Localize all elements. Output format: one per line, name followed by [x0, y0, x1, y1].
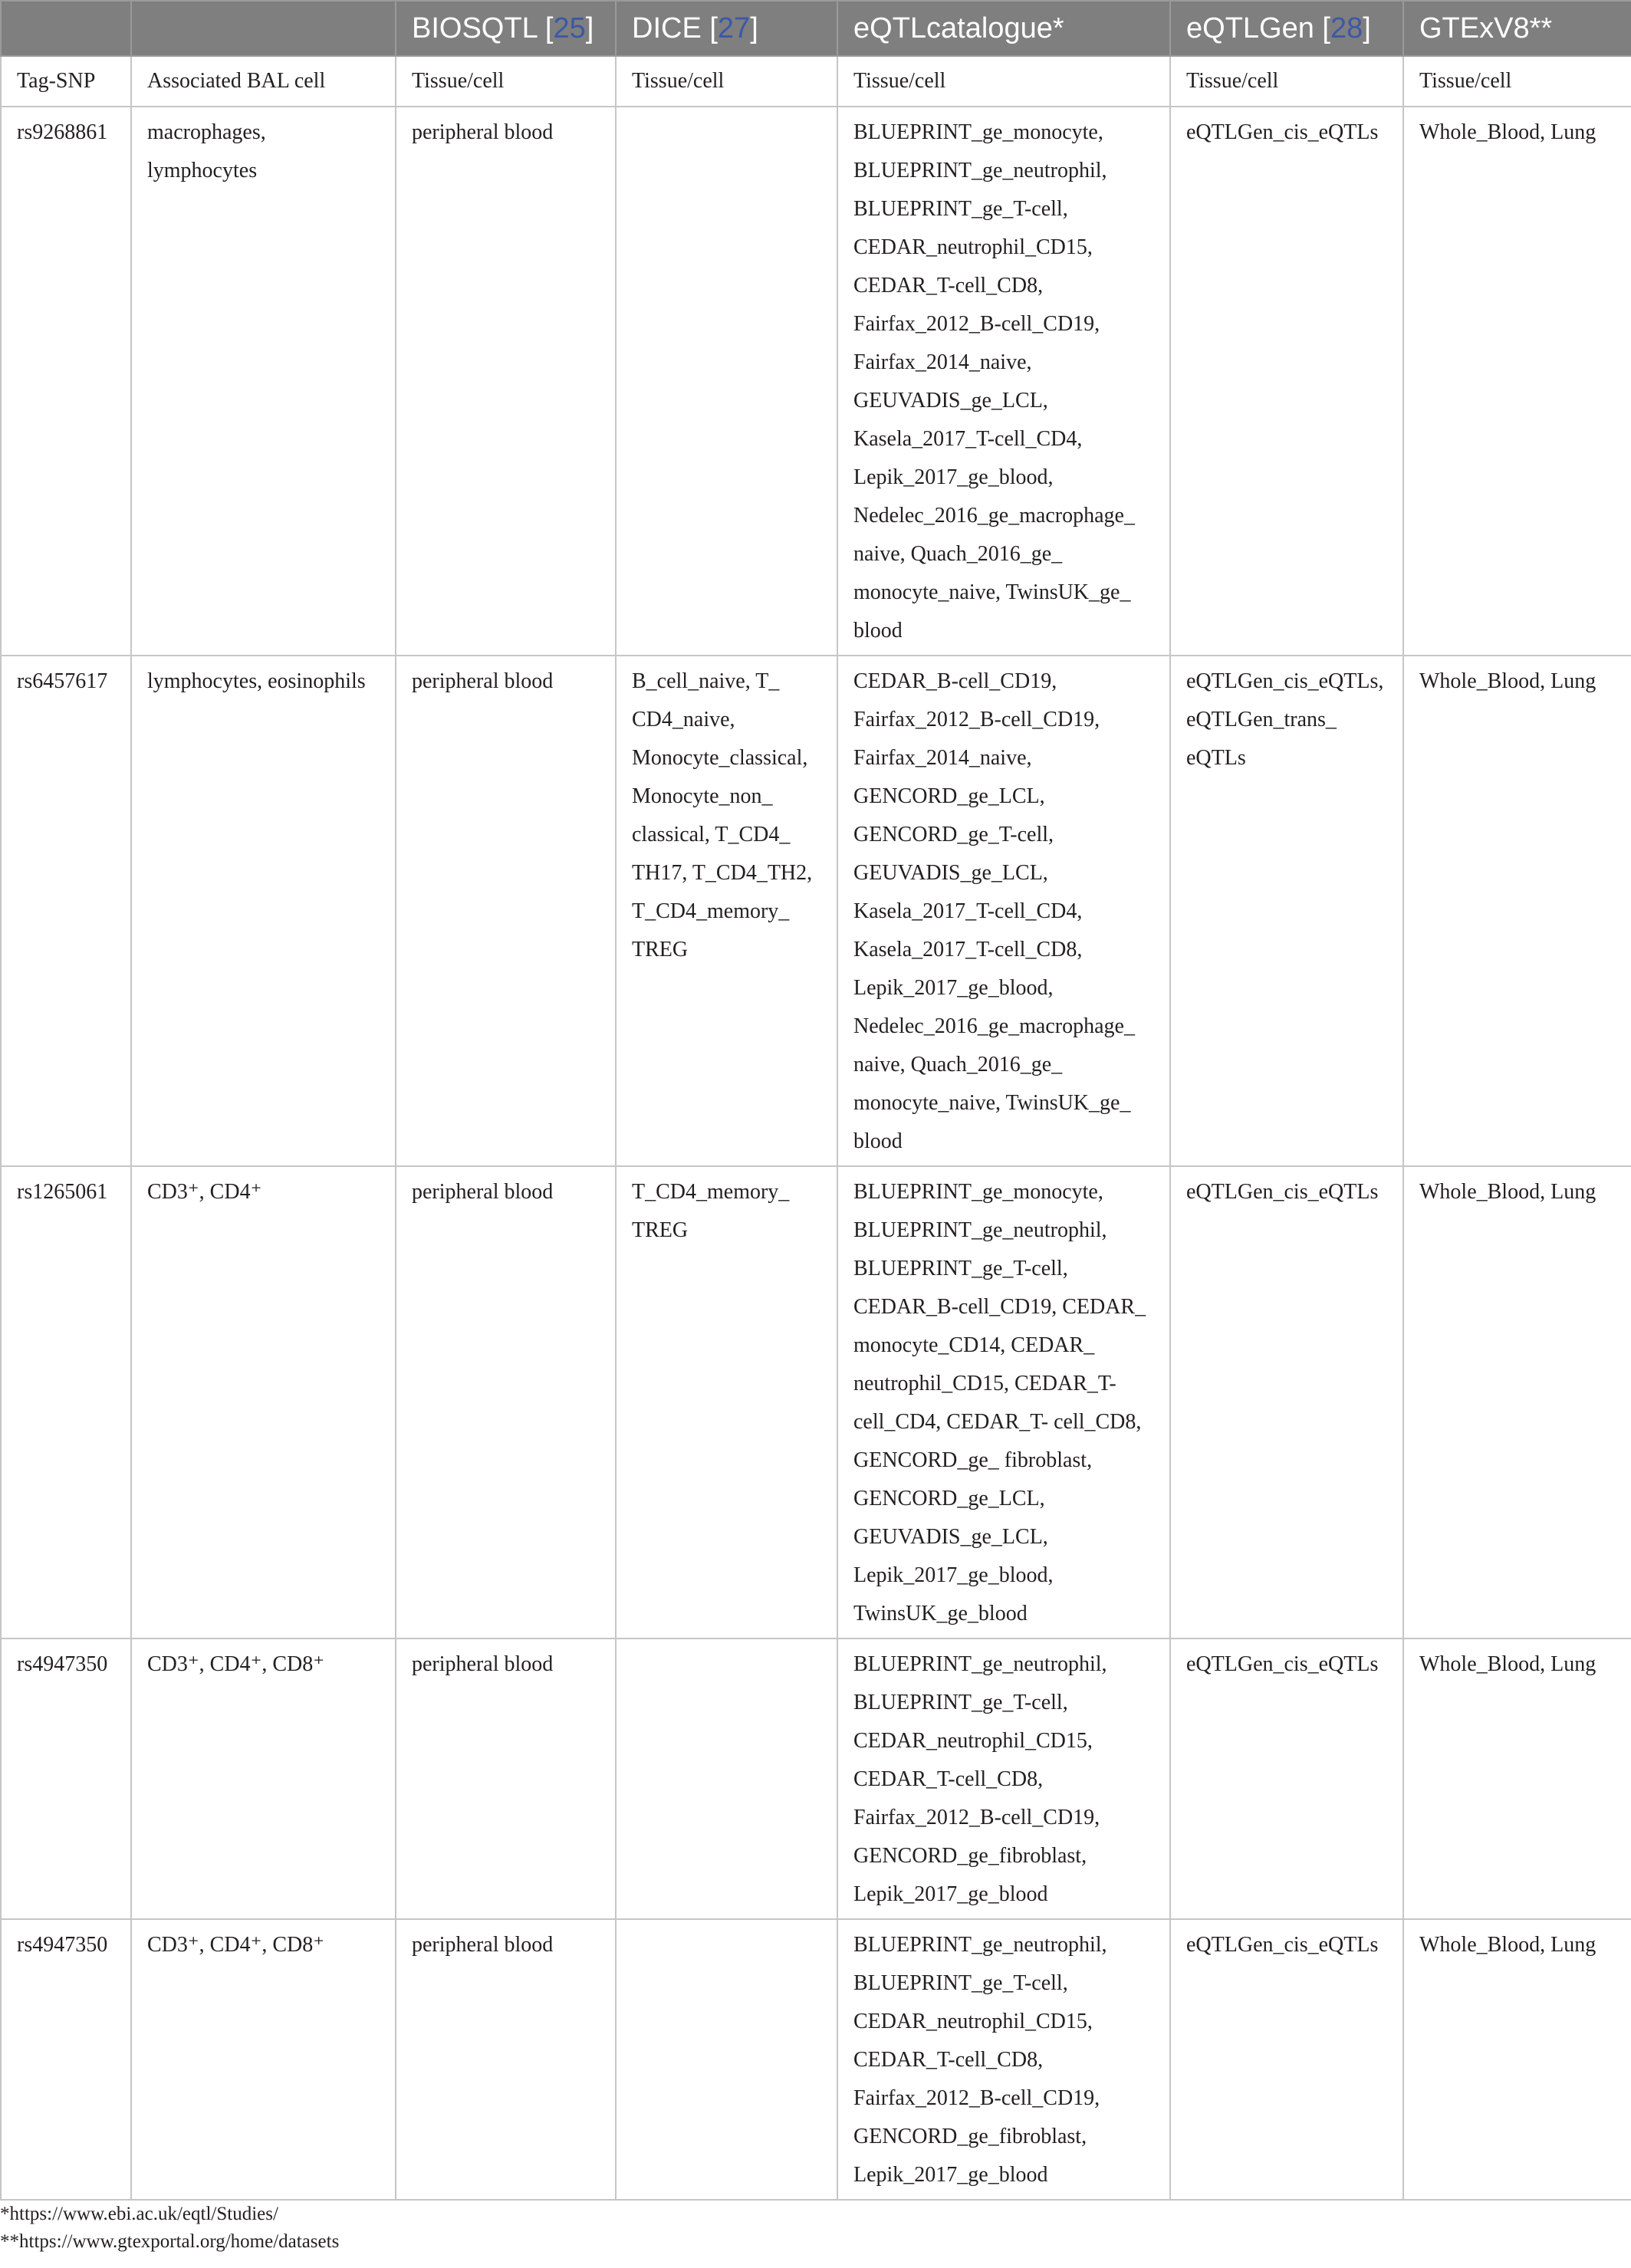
cell-biosqtl: peripheral blood	[396, 1919, 616, 2200]
table-row	[1, 1639, 1631, 1919]
cell-biosqtl: peripheral blood	[396, 656, 616, 1166]
table-row	[1, 107, 1631, 656]
header-dice-close: ]	[750, 12, 758, 44]
cell-dice: T_CD4_memory_ TREG	[616, 1166, 837, 1639]
cell-tag-snp: rs4947350	[1, 1639, 131, 1919]
cell-tag-snp: rs6457617	[1, 656, 131, 1166]
cell-eqtlgen: eQTLGen_cis_eQTLs	[1170, 1166, 1403, 1639]
cell-biosqtl: peripheral blood	[396, 107, 616, 656]
reference-link-27[interactable]: 27	[717, 12, 751, 44]
header-eqtlgen-close: ]	[1363, 12, 1371, 44]
cell-eqtlcatalogue: BLUEPRINT_ge_monocyte, BLUEPRINT_ge_neutrophil, BLUEPRINT_ge_T-cell, CEDAR_neutrophil_CD15, CEDAR_T-cell_CD8, Fairfax_2012_B-cell_CD19, Fairfax_2014_naive, GEUVADIS_ge_LCL, Kasela_2017_T-cell_CD4, Lepik_2017_ge_blood, Nedelec_2016_ge_macrophage_ naive, Quach_2016_ge_ monocyte_naive, TwinsUK_ge_ blood	[837, 107, 1170, 656]
subheader-eqtlgen-tissue: Tissue/cell	[1170, 56, 1403, 107]
header-cell-empty-1	[1, 1, 131, 56]
cell-dice	[616, 107, 837, 656]
cell-tag-snp: rs9268861	[1, 107, 131, 656]
cell-eqtlcatalogue: BLUEPRINT_ge_neutrophil, BLUEPRINT_ge_T-cell, CEDAR_neutrophil_CD15, CEDAR_T-cell_CD8, Fairfax_2012_B-cell_CD19, GENCORD_ge_fibroblast, Lepik_2017_ge_blood	[837, 1639, 1170, 1919]
cell-gtex: Whole_Blood, Lung	[1403, 656, 1631, 1166]
cell-biosqtl: peripheral blood	[396, 1166, 616, 1639]
footnote-eqtl-catalogue-url[interactable]: *https://www.ebi.ac.uk/eqtl/Studies/	[0, 2204, 278, 2224]
cell-eqtlcatalogue: BLUEPRINT_ge_monocyte, BLUEPRINT_ge_neutrophil, BLUEPRINT_ge_T-cell, CEDAR_B-cell_CD19, CEDAR_ monocyte_CD14, CEDAR_ neutrophil_CD15, CEDAR_T-cell_CD4, CEDAR_T- cell_CD8, GENCORD_ge_ fibroblast, GENCORD_ge_LCL, GEUVADIS_ge_LCL, Lepik_2017_ge_blood, TwinsUK_ge_blood	[837, 1166, 1170, 1639]
cell-biosqtl: peripheral blood	[396, 1639, 616, 1919]
reference-link-25[interactable]: 25	[553, 12, 586, 44]
header-biosqtl-open: [	[537, 12, 554, 44]
cell-associated-bal-cell: lymphocytes, eosinophils	[131, 656, 396, 1166]
subheader-eqtlcatalogue-tissue: Tissue/cell	[837, 56, 1170, 107]
cell-dice	[616, 1639, 837, 1919]
cell-eqtlgen: eQTLGen_cis_eQTLs	[1170, 1919, 1403, 2200]
cell-associated-bal-cell: CD3⁺, CD4⁺, CD8⁺	[131, 1639, 396, 1919]
header-dice-name: DICE	[632, 12, 702, 44]
table-subheader-row	[1, 56, 1631, 107]
table-footnotes	[0, 2201, 339, 2256]
table-row	[1, 1919, 1631, 2200]
cell-gtex: Whole_Blood, Lung	[1403, 1166, 1631, 1639]
subheader-biosqtl-tissue: Tissue/cell	[396, 56, 616, 107]
header-gtex: GTExV8**	[1403, 1, 1631, 56]
table-header-row	[1, 1, 1631, 56]
cell-gtex: Whole_Blood, Lung	[1403, 1919, 1631, 2200]
cell-associated-bal-cell: CD3⁺, CD4⁺	[131, 1166, 396, 1639]
header-biosqtl-name: BIOSQTL	[412, 12, 538, 44]
reference-link-28[interactable]: 28	[1330, 12, 1363, 44]
header-eqtlgen-name: eQTLGen	[1186, 12, 1314, 44]
cell-eqtlgen: eQTLGen_cis_eQTLs, eQTLGen_trans_ eQTLs	[1170, 656, 1403, 1166]
subheader-tag-snp: Tag-SNP	[1, 56, 131, 107]
header-biosqtl-close: ]	[585, 12, 594, 44]
footnote-gtex-url[interactable]: **https://www.gtexportal.org/home/datasets	[0, 2231, 340, 2252]
cell-gtex: Whole_Blood, Lung	[1403, 107, 1631, 656]
subheader-associated-bal-cell: Associated BAL cell	[131, 56, 396, 107]
header-cell-empty-2	[131, 1, 396, 56]
cell-eqtlcatalogue: CEDAR_B-cell_CD19, Fairfax_2012_B-cell_CD19, Fairfax_2014_naive, GENCORD_ge_LCL, GENCORD_ge_T-cell, GEUVADIS_ge_LCL, Kasela_2017_T-cell_CD4, Kasela_2017_T-cell_CD8, Lepik_2017_ge_blood, Nedelec_2016_ge_macrophage_ naive, Quach_2016_ge_ monocyte_naive, TwinsUK_ge_ blood	[837, 656, 1170, 1166]
cell-eqtlgen: eQTLGen_cis_eQTLs	[1170, 107, 1403, 656]
cell-tag-snp: rs4947350	[1, 1919, 131, 2200]
cell-associated-bal-cell: CD3⁺, CD4⁺, CD8⁺	[131, 1919, 396, 2200]
header-biosqtl	[396, 1, 616, 56]
cell-tag-snp: rs1265061	[1, 1166, 131, 1639]
subheader-gtex-tissue: Tissue/cell	[1403, 56, 1631, 107]
header-dice	[616, 1, 837, 56]
header-eqtlgen-open: [	[1314, 12, 1330, 44]
cell-dice	[616, 1919, 837, 2200]
cell-eqtlcatalogue: BLUEPRINT_ge_neutrophil, BLUEPRINT_ge_T-cell, CEDAR_neutrophil_CD15, CEDAR_T-cell_CD8, Fairfax_2012_B-cell_CD19, GENCORD_ge_fibroblast, Lepik_2017_ge_blood	[837, 1919, 1170, 2200]
cell-eqtlgen: eQTLGen_cis_eQTLs	[1170, 1639, 1403, 1919]
table-row	[1, 1166, 1631, 1639]
header-eqtlcatalogue: eQTLcatalogue*	[837, 1, 1170, 56]
header-dice-open: [	[701, 12, 718, 44]
header-eqtlgen	[1170, 1, 1403, 56]
cell-dice: B_cell_naive, T_ CD4_naive, Monocyte_classical, Monocyte_non_ classical, T_CD4_ TH17, T_CD4_TH2, T_CD4_memory_ TREG	[616, 656, 837, 1166]
table-row	[1, 656, 1631, 1166]
cell-gtex: Whole_Blood, Lung	[1403, 1639, 1631, 1919]
subheader-dice-tissue: Tissue/cell	[616, 56, 837, 107]
cell-associated-bal-cell: macrophages, lymphocytes	[131, 107, 396, 656]
